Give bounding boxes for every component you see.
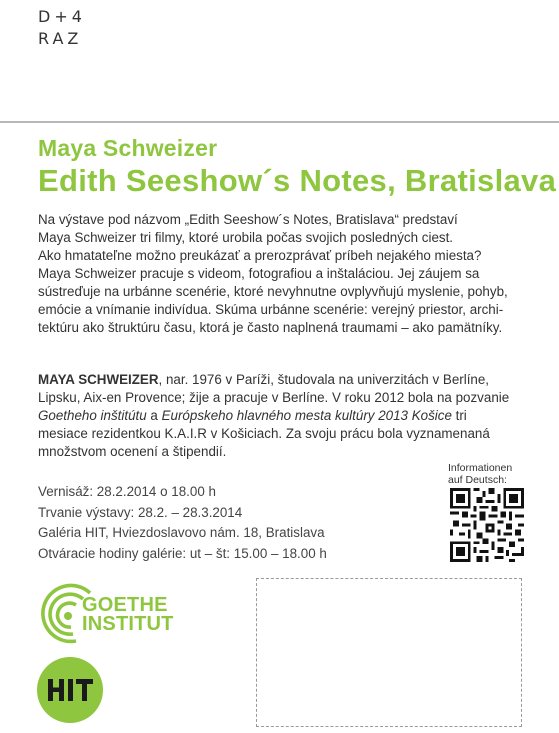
bio-italic-goethe: Goetheho inštitútu [38,408,147,423]
description-line: Ako hmatateľne možno preukázať a prerozprávať príbeh nejakého miesta? [38,248,482,263]
description-line: Na výstave pod názvom „Edith Seeshow´s Notes, Bratislava“ predstaví [38,212,458,227]
qr-code-icon[interactable] [450,488,524,562]
description-paragraph [38,211,522,337]
description-line: sústreďuje na urbánne scenérie, ktoré nevyhnutne ovplyvňujú myslenie, pohyb, [38,284,508,299]
opening-hours: Otváracie hodiny galérie: ut – št: 15.00 – 18.00 h [38,545,327,561]
qr-label [448,462,524,486]
goethe-line-1: GOETHE [82,594,168,616]
bio-text: a [146,408,162,423]
event-info [38,482,438,564]
gallery-address: Galéria HIT, Hviezdoslavovo nám. 18, Bratislava [38,525,325,540]
description-line: Maya Schweizer pracuje s videom, fotografiou a inštaláciou. Jej záujem sa [38,266,480,281]
duration-text: Trvanie výstavy: 28.2. – 28.3.2014 [38,504,243,520]
bio-name: MAYA SCHWEIZER [38,372,159,387]
vernisaz-text: Vernisáž: 28.2.2014 o 18.00 h [38,484,216,499]
logo-line-2: RAZ [38,29,83,48]
logo-line-1: D+4 [38,7,86,26]
description-line: emócie a vnímanie indivídua. Skúma urbánne scenérie: verejný priestor, archi- [38,302,504,317]
qr-label-line-1: Informationen [448,462,513,474]
qr-label-line-2: auf Deutsch: [448,474,507,486]
goethe-line-2: INSTITUT [82,613,174,635]
bio-italic-kosice: Európskeho hlavného mesta kultúry 2013 Košice [161,408,452,423]
goethe-logo-text [82,596,174,634]
bio-paragraph [38,371,522,461]
address-stamp-area [256,578,522,727]
bio-line: mesiace rezidentkou K.A.I.R v Košiciach. Za svoju prácu bola vyznamenaná [38,426,490,441]
hit-gallery-logo-icon [36,656,104,724]
bio-line: množstvom ocenení a štipendií. [38,444,227,459]
d4-raz-logo [38,6,86,50]
bio-line [38,407,522,425]
bio-line [38,371,522,389]
divider [0,121,559,123]
description-line: tektúru ako štruktúru času, ktorá je často naplnená traumami – ako pamätníky. [38,320,503,335]
exhibition-title: Edith Seeshow´s Notes, Bratislava [38,163,557,198]
artist-name: Maya Schweizer [38,135,218,161]
bio-text: tri [451,408,467,423]
description-line: Maya Schweizer tri filmy, ktoré urobila počas svojich posledných ciest. [38,230,454,245]
bio-text: , nar. 1976 v Paríži, študovala na univerzitách v Berlíne, [158,372,490,387]
bio-line: Lipsku, Aix-en Provence; žije a pracuje v Berlíne. V roku 2012 bola na pozvanie [38,390,510,405]
